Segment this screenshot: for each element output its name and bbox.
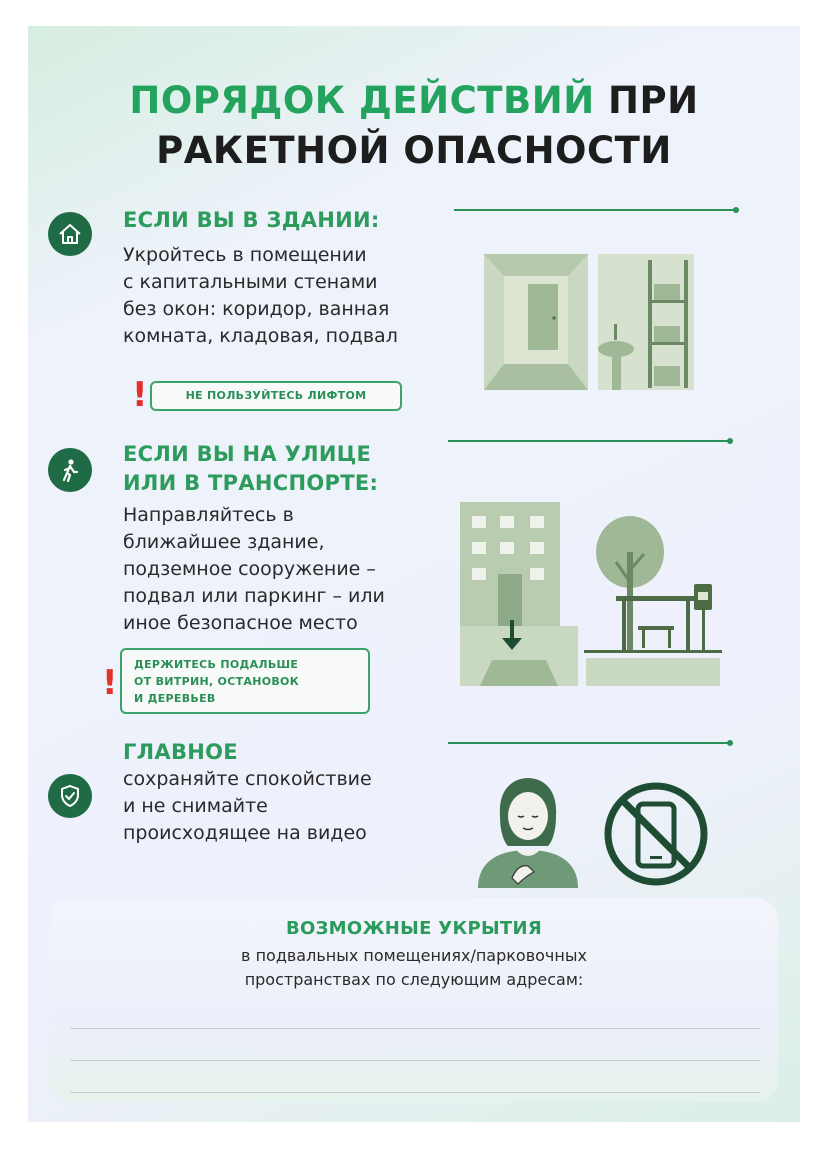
address-line <box>70 1028 760 1029</box>
alert-badge-distance <box>120 648 370 714</box>
main-heading: ГЛАВНОЕ <box>123 740 238 764</box>
corridor-bathroom-illustration <box>484 254 694 392</box>
building-text-line: без окон: коридор, ванная <box>123 298 390 320</box>
alert-text-line: И ДЕРЕВЬЕВ <box>134 692 216 705</box>
poster <box>28 26 800 1122</box>
shelters-box <box>50 898 778 1102</box>
street-text-line: Направляйтесь в <box>123 504 294 526</box>
building-text-line: Укройтесь в помещении <box>123 244 367 266</box>
home-icon <box>48 212 92 256</box>
address-line <box>70 1060 760 1061</box>
building-text-line: с капитальными стенами <box>123 271 378 293</box>
street-shelter-illustration <box>460 492 722 688</box>
alert-text-line: ОТ ВИТРИН, ОСТАНОВОК <box>134 675 299 688</box>
main-divider <box>448 742 730 744</box>
street-heading-line: ИЛИ В ТРАНСПОРТЕ: <box>123 471 379 495</box>
title-green-part: ПОРЯДОК ДЕЙСТВИЙ <box>129 79 595 122</box>
street-text-line: подвал или паркинг – или <box>123 585 385 607</box>
shelters-text-line: пространствах по следующим адресам: <box>244 970 584 989</box>
street-text <box>123 502 385 637</box>
alert-text: НЕ ПОЛЬЗУЙТЕСЬ ЛИФТОМ <box>185 389 367 402</box>
title-line2: РАКЕТНОЙ ОПАСНОСТИ <box>156 129 672 172</box>
no-phone-icon <box>602 780 710 888</box>
building-heading: ЕСЛИ ВЫ В ЗДАНИИ: <box>123 208 380 232</box>
street-heading-line: ЕСЛИ ВЫ НА УЛИЦЕ <box>123 442 372 466</box>
building-divider <box>454 209 736 211</box>
street-divider <box>448 440 730 442</box>
pedestrian-icon <box>48 448 92 492</box>
main-text-line: и не снимайте <box>123 795 268 817</box>
shield-check-icon <box>48 774 92 818</box>
shelters-title: ВОЗМОЖНЫЕ УКРЫТИЯ <box>285 918 543 939</box>
address-line <box>70 1092 760 1093</box>
street-text-line: подземное сооружение – <box>123 558 376 580</box>
alert-badge-elevator <box>150 381 402 411</box>
building-text <box>123 242 398 350</box>
building-text-line: комната, кладовая, подвал <box>123 325 398 347</box>
main-text-line: происходящее на видео <box>123 822 367 844</box>
calm-person-illustration <box>468 776 588 888</box>
street-text-line: ближайшее здание, <box>123 531 325 553</box>
title-dark-part: ПРИ <box>608 79 699 122</box>
alert-text-line: ДЕРЖИТЕСЬ ПОДАЛЬШЕ <box>134 658 299 671</box>
street-heading <box>123 440 378 498</box>
street-text-line: иное безопасное место <box>123 612 358 634</box>
shelters-text <box>50 944 778 992</box>
page-title <box>28 76 800 176</box>
shelters-text-line: в подвальных помещениях/парковочных <box>241 946 587 965</box>
main-text-line: сохраняйте спокойствие <box>123 768 372 790</box>
warning-exclamation-icon: ! <box>132 375 148 415</box>
warning-exclamation-icon: ! <box>102 663 118 703</box>
main-text <box>123 766 372 847</box>
